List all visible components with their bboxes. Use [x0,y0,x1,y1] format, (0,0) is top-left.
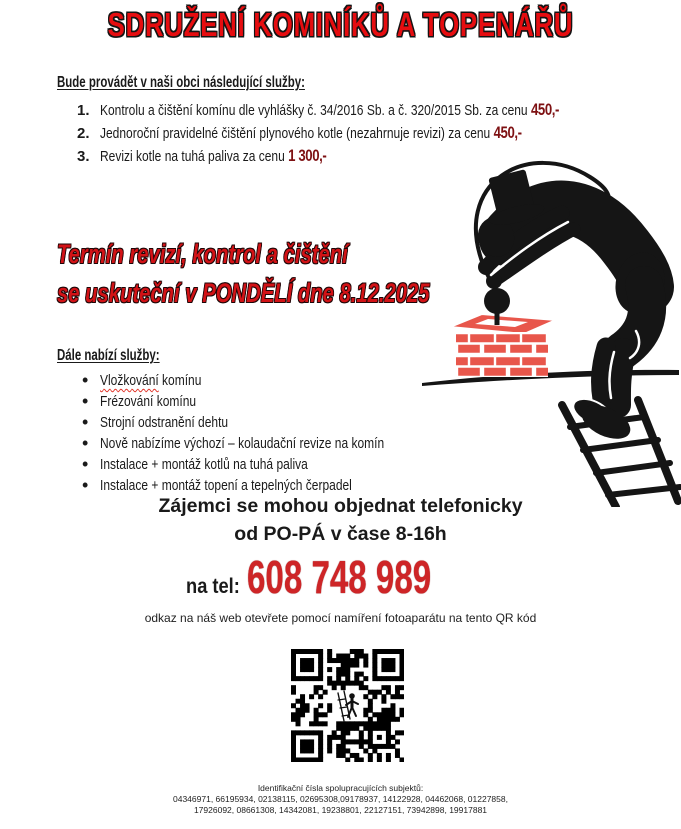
item-number: 1. [77,102,90,119]
list-item [57,370,477,391]
phone-row [0,551,681,603]
price-value: 1 300,- [288,147,327,165]
item-description: Revizi kotle na tuhá paliva za cenu [100,148,289,165]
item-text [100,370,201,391]
section-additional-services [57,347,477,496]
phone-label: na tel: [186,575,241,598]
contact-line-1: Zájemci se mohou objednat telefonicky [158,495,523,517]
item-text: Strojní odstranění dehtu [100,414,229,431]
misspelled-word: Vložkování [100,372,159,389]
list-item [57,412,477,433]
additional-services-heading: Dále nabízí služby: [57,347,160,364]
qr-hint-text: odkaz na náš web otevřete pomocí namíření fotoaparátu na tento QR kód [144,611,537,625]
item-text [100,122,522,145]
item-text: Nově nabízíme výchozí – kolaudační revize na komín [100,435,385,452]
notice-text-1: Termín revizí, kontrol a čištění [57,239,348,269]
phone-number: 608 748 989 [247,551,432,603]
section-main-services [57,74,657,168]
section-contact [0,492,681,625]
price-value: 450,- [530,101,560,119]
item-text: Instalace + montáž kotlů na tuhá paliva [100,456,308,473]
list-item [57,454,477,475]
list-item [57,391,477,412]
footer-line-2: 04346971, 66195934, 02138115, 02695308,09178937, 14122928, 04462068, 01227858, [173,794,508,804]
item-number: 3. [77,148,90,165]
page-title-row [0,6,681,44]
list-item [57,433,477,454]
item-text: Instalace + montáž topení a tepelných čerpadel [100,477,352,494]
price-value: 450,- [493,124,522,142]
item-text: Frézování komínu [100,393,197,410]
contact-line-2: od PO-PÁ v čase 8-16h [234,523,447,545]
notice-text-2: se uskuteční v PONDĚLÍ dne 8.12.2025 [57,278,430,308]
item-description: Jednoroční pravidelné čištění plynového kotle (nezahrnuje revizi) za cenu [100,125,494,142]
list-item [57,122,657,145]
item-number: 2. [77,125,90,142]
footer-line-1: Identifikační čísla spolupracujících subjektů: [257,783,424,793]
additional-services-list [57,370,477,496]
main-services-heading: Bude provádět v naši obci následující služby: [57,74,305,91]
item-description: komínu [158,372,202,389]
page-title: SDRUŽENÍ KOMINÍKŮ A TOPENÁŘŮ [107,6,574,43]
item-description: Kontrolu a čištění komínu dle vyhlášky č. 34/2016 Sb. a č. 320/2015 Sb. za cenu [100,102,531,119]
qr-code-icon [291,649,404,762]
list-item [57,99,657,122]
footer-ids [0,783,681,816]
item-text [100,99,559,122]
footer-line-3: 17926092, 08661308, 14342081, 19238801, 22127151, 73942898, 19917881 [193,805,488,815]
qr-code [291,649,404,762]
item-text [100,145,326,168]
